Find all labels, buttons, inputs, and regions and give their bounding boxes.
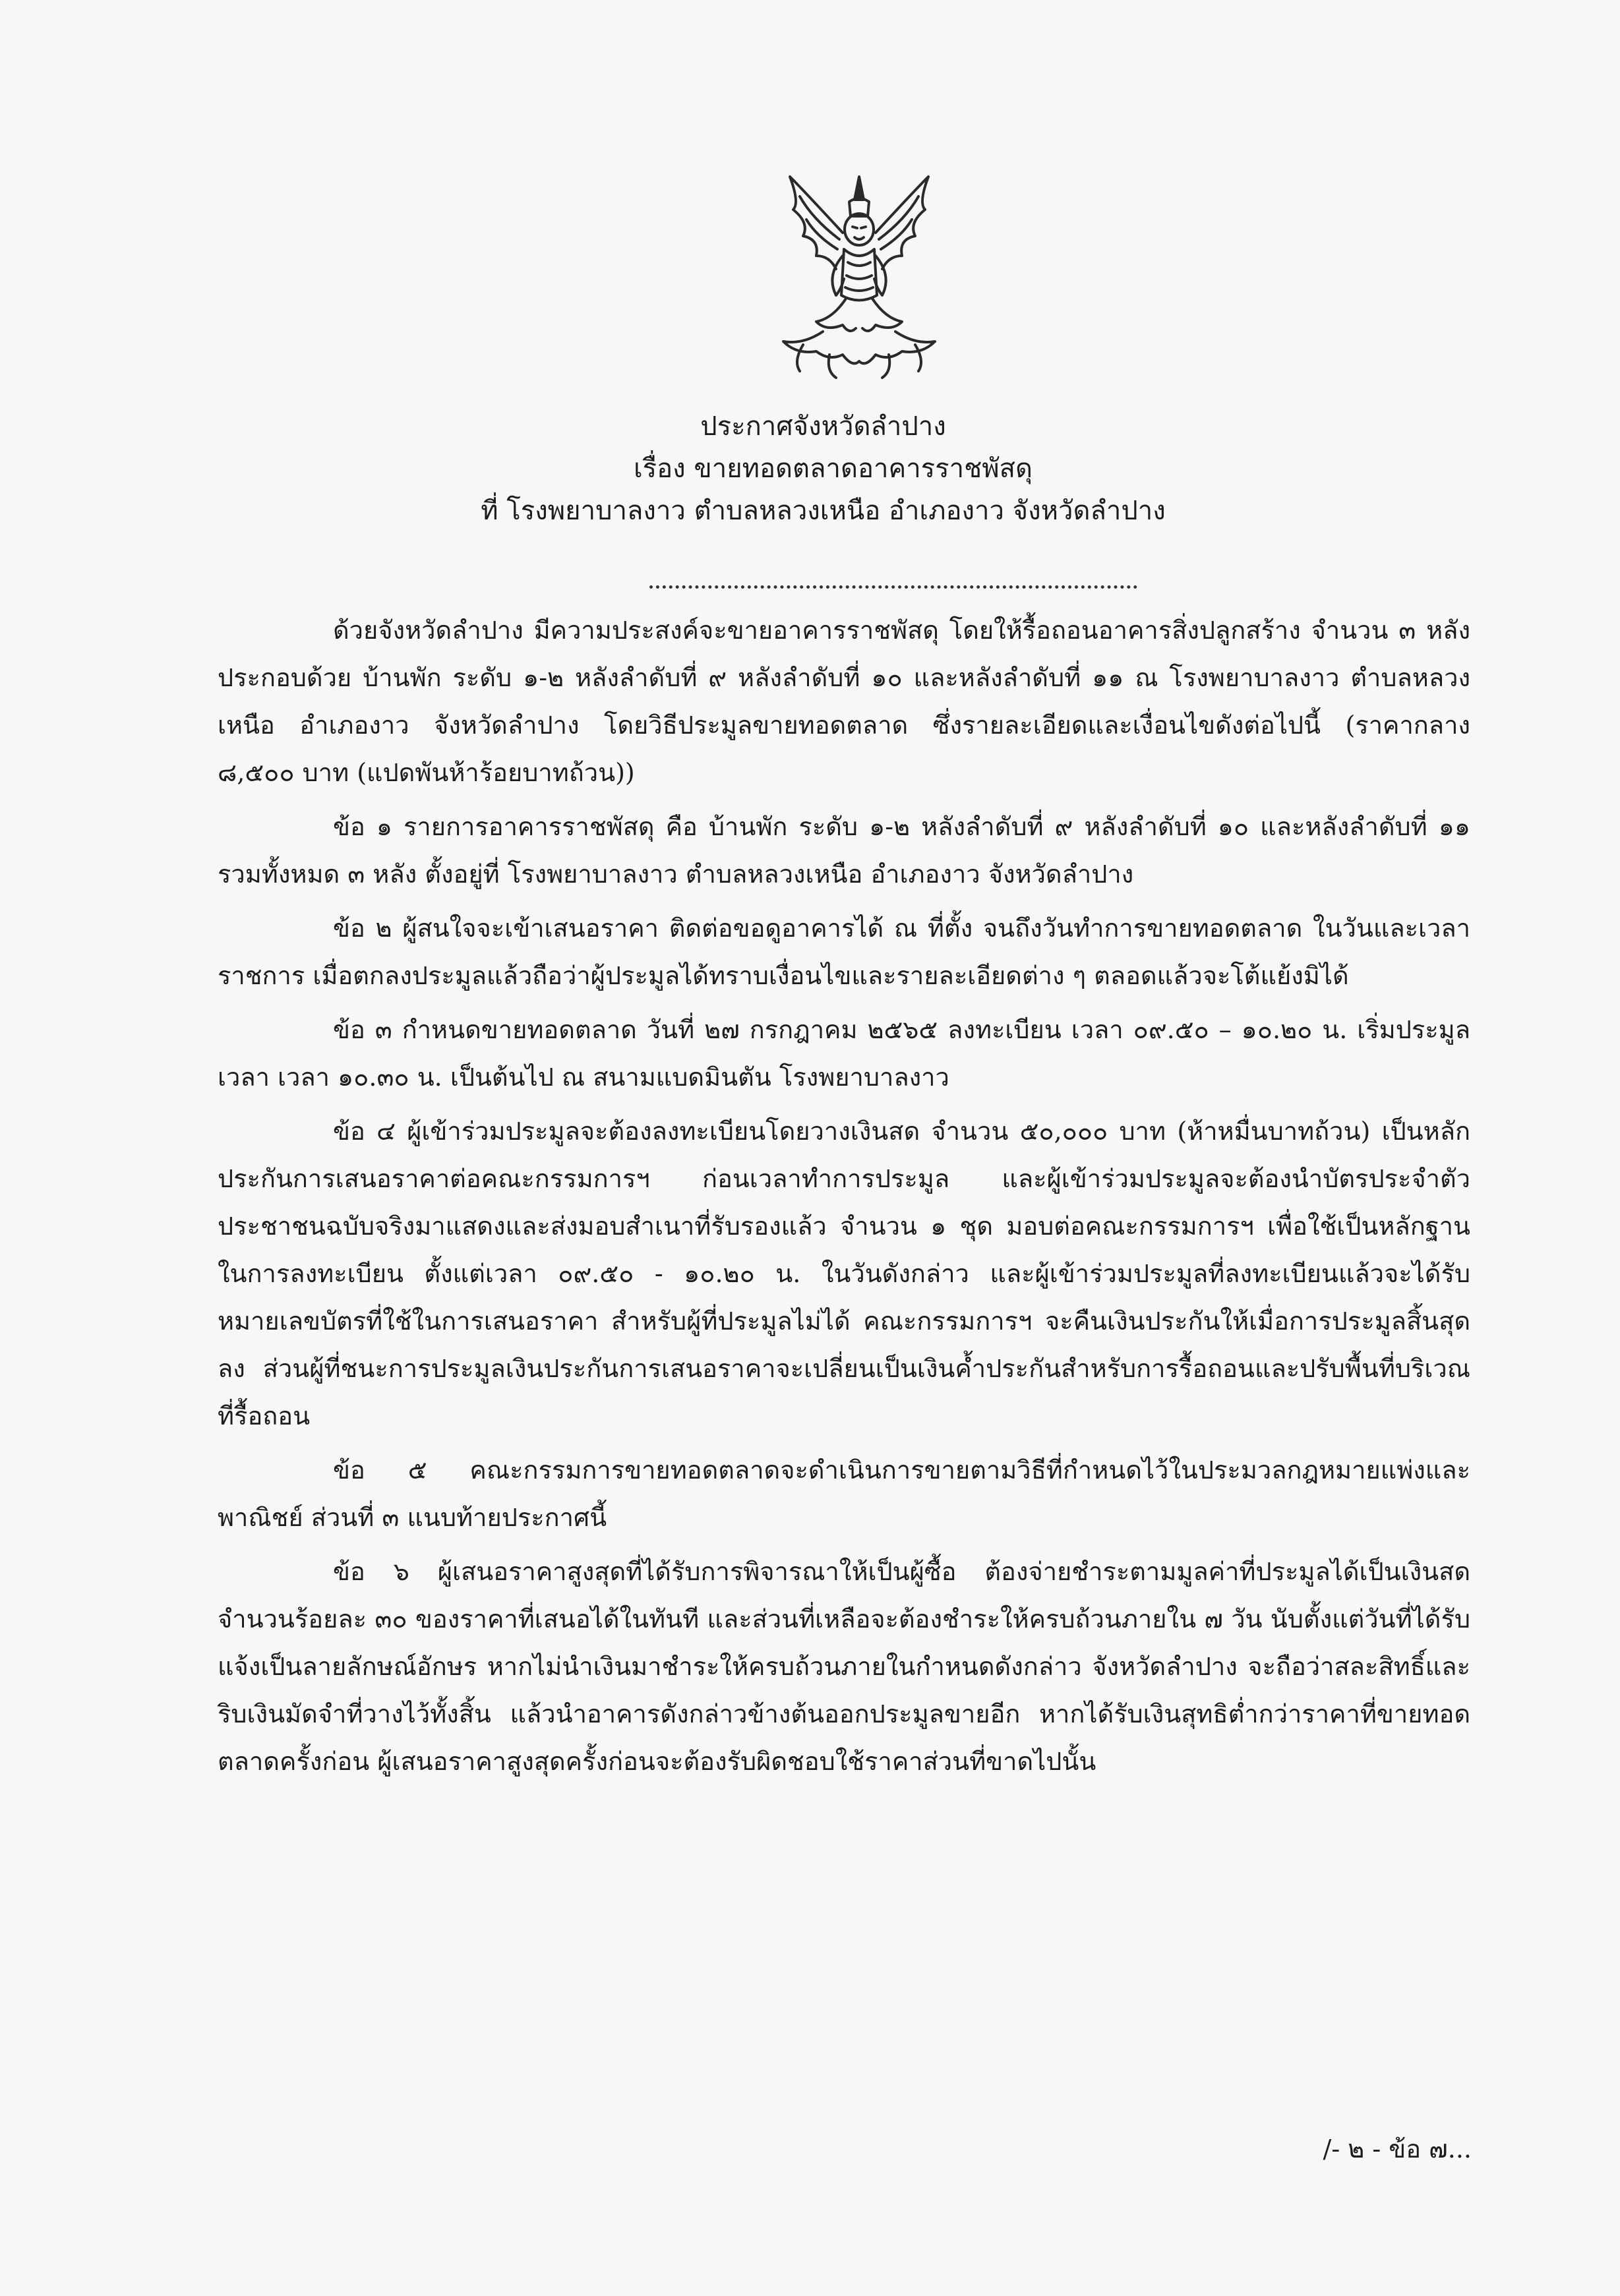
header-divider: [649, 585, 1137, 589]
document-title: ประกาศจังหวัดลำปาง: [700, 411, 946, 442]
document-header: [0, 405, 1620, 532]
document-subject: เรื่อง ขายทอดตลาดอาคารราชพัสดุ: [634, 454, 1033, 484]
clause-2-paragraph: ข้อ ๒ ผู้สนใจจะเข้าเสนอราคา ติดต่อขอดูอาคารได้ ณ ที่ตั้ง จนถึงวันทำการขายทอดตลาด ในวันและเวลาราชการ เมื่อตกลงประมูลแล้วถือว่าผู้ประมูลได้ทราบเงื่อนไขและรายละเอียดต่าง ๆ ตลอดแล้วจะโต้แย้งมิได้: [218, 914, 1470, 990]
clause-5-paragraph: ข้อ ๕ คณะกรรมการขายทอดตลาดจะดำเนินการขายตามวิธีที่กำหนดไว้ในประมวลกฎหมายแพ่งและพาณิชย์ ส่วนที่ ๓ แนบท้ายประกาศนี้: [218, 1456, 1470, 1532]
document-body: [218, 606, 1470, 1792]
document-location: ที่ โรงพยาบาลงาว ตำบลหลวงเหนือ อำเภองาว จังหวัดลำปาง: [481, 496, 1166, 526]
next-page-reference: /- ๒ - ข้อ ๗...: [1323, 2134, 1472, 2164]
clause-1-paragraph: ข้อ ๑ รายการอาคารราชพัสดุ คือ บ้านพัก ระดับ ๑-๒ หลังลำดับที่ ๙ หลังลำดับที่ ๑๐ และหลังลำดับที่ ๑๑ รวมทั้งหมด ๓ หลัง ตั้งอยู่ที่ โรงพยาบาลงาว ตำบลหลวงเหนือ อำเภองาว จังหวัดลำปาง: [218, 812, 1470, 889]
intro-paragraph: ด้วยจังหวัดลำปาง มีความประสงค์จะขายอาคารราชพัสดุ โดยให้รื้อถอนอาคารสิ่งปลูกสร้าง จำนวน ๓ หลัง ประกอบด้วย บ้านพัก ระดับ ๑-๒ หลังลำดับที่ ๙ หลังลำดับที่ ๑๐ และหลังลำดับที่ ๑๑ ณ โรงพยาบาลงาว ตำบลหลวงเหนือ อำเภองาว จังหวัดลำปาง โดยวิธีประมูลขายทอดตลาด ซึ่งรายละเอียดและเงื่อนไขดังต่อไปนี้ (ราคากลาง ๘,๕๐๐ บาท (แปดพันห้าร้อยบาทถ้วน)): [218, 616, 1471, 787]
clause-4-paragraph: ข้อ ๔ ผู้เข้าร่วมประมูลจะต้องลงทะเบียนโดยวางเงินสด จำนวน ๕๐,๐๐๐ บาท (ห้าหมื่นบาทถ้วน) เป็นหลักประกันการเสนอราคาต่อคณะกรรมการฯ ก่อนเวลาทำการประมูล และผู้เข้าร่วมประมูลจะต้องนำบัตรประจำตัวประชาชนฉบับจริงมาแสดงและส่งมอบสำเนาที่รับรองแล้ว จำนวน ๑ ชุด มอบต่อคณะกรรมการฯ เพื่อใช้เป็นหลักฐานในการลงทะเบียน ตั้งแต่เวลา ๐๙.๕๐ - ๑๐.๒๐ น. ในวันดังกล่าว และผู้เข้าร่วมประมูลที่ลงทะเบียนแล้วจะได้รับหมายเลขบัตรที่ใช้ในการเสนอราคา สำหรับผู้ที่ประมูลไม่ได้ คณะกรรมการฯ จะคืนเงินประกันให้เมื่อการประมูลสิ้นสุดลง ส่วนผู้ที่ชนะการประมูลเงินประกันการเสนอราคาจะเปลี่ยนเป็นเงินค้ำประกันสำหรับการรื้อถอนและปรับพื้นที่บริเวณที่รื้อถอน: [218, 1117, 1470, 1430]
clause-6-paragraph: ข้อ ๖ ผู้เสนอราคาสูงสุดที่ได้รับการพิจารณาให้เป็นผู้ซื้อ ต้องจ่ายชำระตามมูลค่าที่ประมูลได้เป็นเงินสด จำนวนร้อยละ ๓๐ ของราคาที่เสนอได้ในทันที และส่วนที่เหลือจะต้องชำระให้ครบถ้วนภายใน ๗ วัน นับตั้งแต่วันที่ได้รับแจ้งเป็นลายลักษณ์อักษร หากไม่นำเงินมาชำระให้ครบถ้วนภายในกำหนดดังกล่าว จังหวัดลำปาง จะถือว่าสละสิทธิ์และริบเงินมัดจำที่วางไว้ทั้งสิ้น แล้วนำอาคารดังกล่าวข้างต้นออกประมูลขายอีก หากได้รับเงินสุทธิต่ำกว่าราคาที่ขายทอดตลาดครั้งก่อน ผู้เสนอราคาสูงสุดครั้งก่อนจะต้องรับผิดชอบใช้ราคาส่วนที่ขาดไปนั้น: [218, 1557, 1470, 1776]
garuda-emblem-icon: [764, 163, 955, 381]
clause-3-paragraph: ข้อ ๓ กำหนดขายทอดตลาด วันที่ ๒๗ กรกฎาคม ๒๕๖๕ ลงทะเบียน เวลา ๐๙.๕๐ – ๑๐.๒๐ น. เริ่มประมูลเวลา เวลา ๑๐.๓๐ น. เป็นต้นไป ณ สนามแบดมินตัน โรงพยาบาลงาว: [218, 1015, 1470, 1092]
